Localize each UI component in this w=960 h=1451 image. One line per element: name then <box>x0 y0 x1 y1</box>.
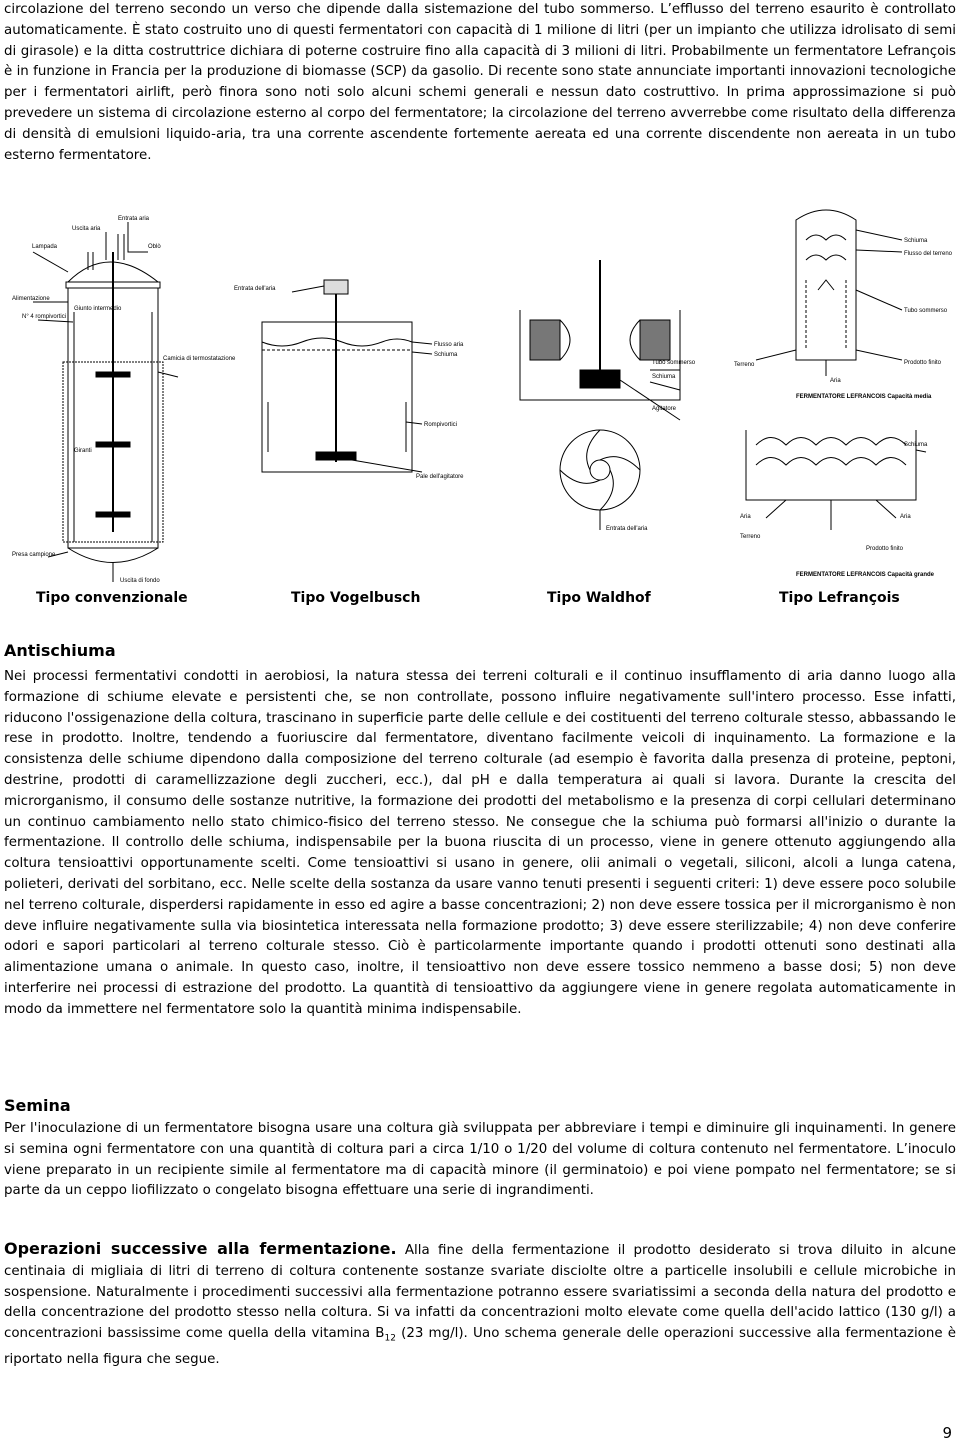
label-terreno-media: Terreno <box>734 362 755 368</box>
label-rompivortici: N° 4 rompivortici <box>22 314 67 320</box>
label-tubo-sommerso: Tubo sommerso <box>652 360 696 366</box>
label-terreno-grande: Terreno <box>740 534 761 540</box>
label-aria-media: Aria <box>830 378 841 384</box>
operazioni-text-1: Alla fine della fermentazione il prodotto desiderato si trova diluito in alcune centinaia di migliaia di litri di terreno di coltura contenente sostanze svariate disciolte oltre a particelle insolubili e cellule microbiche in sospensione. Naturalmente i procedimenti successivi alla fermentazione potranno essere svariatissimi a seconda della natura del prodotto e della concentrazione del prodotto stesso nella coltura. Si va infatti da concentrazioni molto elevate come quella dell'acido lattico (130 g/l) a concentrazioni bassissime come quella della vitamina B <box>4 1243 957 1342</box>
label-pale: Pale dell'agitatore <box>416 474 464 480</box>
title-grande: FERMENTATORE LEFRANCOIS Capacità grande <box>796 572 935 578</box>
figure-waldhof <box>500 260 710 550</box>
label-uscita-aria: Uscita aria <box>72 226 101 232</box>
caption-lefrancois: Tipo Lefrançois <box>779 590 900 606</box>
label-flusso-terreno: Flusso del terreno <box>904 251 953 257</box>
label-lampada: Lampada <box>32 244 58 250</box>
label-schiuma-grande: Schiuma <box>904 442 928 448</box>
figure-vogelbusch <box>232 272 462 492</box>
fermenter-figures <box>0 200 960 590</box>
semina-heading: Semina <box>4 1096 71 1115</box>
label-camicia: Camicia di termostatazione <box>163 356 236 362</box>
page-number: 9 <box>942 1424 952 1442</box>
intro-paragraph: circolazione del terreno secondo un verso che dipende dalla sistemazione del tubo sommerso. L’efflusso del terreno esaurito è controllato automaticamente. È stato costruito uno di questi fermentatori con capacità di 1 milione di litri (per un impianto che utilizza idrolisato di semi di girasole) e la ditta costruttrice dichiara di poterne costruire fino alla capacità di 3 milioni di litri. Probabilmente un fermentatore Lefrançois è in funzione in Francia per la produzione di biomasse (SCP) da gasolio. Di recente sono state annunciate importanti innovazioni tecnologiche per i fermentatori airlift, però finora sono noti solo alcuni schemi generali e nessun dato costruttivo. In prima approssimazione si può prevedere un sistema di circolazione esterno al corpo del fermentatore; la circolazione del terreno avverrebbe come risultato della differenza di densità di emulsioni liquido-aria, tra una corrente ascendente fortemente aereata ed una corrente discendente non aereata in un tubo esterno fermentatore. <box>4 2 956 163</box>
operazioni-heading: Operazioni successive alla fermentazione. <box>4 1239 397 1258</box>
caption-waldhof: Tipo Waldhof <box>547 590 651 606</box>
label-tubo-sommerso-media: Tubo sommerso <box>904 308 948 314</box>
label-rompivortici: Rompivortici <box>424 422 458 428</box>
operazioni-text-2: (23 mg/l). Uno schema generale delle operazioni successive alla fermentazione è riportato nella figura che segue. <box>4 1326 957 1367</box>
figure-conventional <box>8 212 236 592</box>
lefrancois-fermenter-drawing <box>726 200 956 585</box>
semina-paragraph: Per l'inoculazione di un fermentatore bisogna usare una coltura già sviluppata per abbreviare i tempi e diminuire gli inquinamenti. In genere si semina ogni fermentatore con una quantità di coltura pari a circa 1/10 o 1/20 del volume di coltura contenuto nel fermentatore. L’inoculo viene preparato in un recipiente simile al fermentatore ma di capacità minore (il germinatoio) e poi viene pompato nel fermentatore; se si parte da un ceppo liofilizzato o congelato bisogna effettuare una serie di ingrandimenti. <box>4 1121 956 1199</box>
label-schiuma: Schiuma <box>652 374 676 380</box>
label-entrata-aria: Entrata dell'aria <box>606 526 648 532</box>
caption-vogelbusch: Tipo Vogelbusch <box>291 590 421 606</box>
label-entrata-aria: Entrata dell'aria <box>234 286 276 292</box>
label-oblo: Oblò <box>148 244 161 250</box>
label-agitatore: Agitatore <box>652 406 677 412</box>
vogelbusch-fermenter-drawing <box>232 272 462 492</box>
label-presa: Presa campione <box>12 552 56 558</box>
label-alimentazione: Alimentazione <box>12 296 50 302</box>
label-uscita-fondo: Uscita di fondo <box>120 578 160 584</box>
caption-conventional: Tipo convenzionale <box>36 590 188 606</box>
label-giunto: Giunto intermedio <box>74 306 122 312</box>
label-prodotto-grande: Prodotto finito <box>866 546 904 552</box>
label-schiuma-media: Schiuma <box>904 238 928 244</box>
vitamin-subscript: 12 <box>384 1333 396 1344</box>
operazioni-paragraph <box>4 1239 956 1370</box>
label-entrata-aria: Entrata aria <box>118 216 150 222</box>
antischiuma-heading: Antischiuma <box>4 641 116 660</box>
label-aria-grande-left: Aria <box>740 514 751 520</box>
title-media: FERMENTATORE LEFRANCOIS Capacità media <box>796 394 932 400</box>
waldhof-fermenter-drawing <box>500 260 710 550</box>
antischiuma-paragraph: Nei processi fermentativi condotti in aerobiosi, la natura stessa dei terreni colturali e il continuo insufflamento di aria danno luogo alla formazione di schiume elevate e persistenti che, se non controllate, possono influire negativamente sull'intero processo. Esse infatti, riducono l'ossigenazione della coltura, trascinano in superficie parte delle cellule e dei costituenti del terreno colturale stesso, abbassando le rese in prodotto. Inoltre, tendendo a fuoriuscire dal fermentatore, diventano facilmente veicoli di inquinamento. La formazione e la consistenza delle schiume dipendono dalla composizione del terreno colturale (ad esempio è favorita dalla presenza di proteine, peptoni, destrine, prodotti di caramellizzazione degli zuccheri, ecc.), dal pH e dalla temperatura ai quali si lavora. Durante la crescita del microrganismo, il consumo delle sostanze nutritive, la formazione dei prodotti del metabolismo e la presenza di corpi cellulari determinano un continuo cambiamento nello stato chimico-fisico del terreno stesso. Ne consegue che la schiuma può formarsi all'inizio o durante la fermentazione. Il controllo delle schiuma, indispensabile per la buona riuscita di un processo, viene in genere ottenuto aggiungendo alla coltura tensioattivi opportunamente scelti. Come tensioattivi si usano in genere, olii animali o vegetali, siliconi, alcoli a lunga catena, polieteri, derivati del sorbitano, ecc. Nelle scelte della sostanza da usare vanno tenuti presenti i seguenti criteri: 1) deve essere poco solubile nel terreno colturale, disperdersi rapidamente in esso ed agire a basse concentrazioni; 2) non deve essere tossica per il microrganismo è non deve influire negativamente sulla via biosintetica interessata nella formazione prodotto; 3) deve essere sterilizzabile; 4) non deve conferire odori e sapori particolari al terreno colturale stesso. Ciò è particolarmente importante quando i prodotti ottenuti sono destinati alla alimentazione umana o animale. In questo caso, inoltre, il tensioattivo non deve essere tossico nemmeno a basse dosi; 5) non deve interferire nei processi di estrazione del prodotto. La quantità di tensioattivo da aggiungere viene in genere regolata automaticamente in modo da immettere nel fermentatore solo la quantità minima indispensabile. <box>4 669 956 1017</box>
figure-lefrancois <box>726 200 956 585</box>
label-schiuma: Schiuma <box>434 352 458 358</box>
label-aria-grande-right: Aria <box>900 514 911 520</box>
conventional-fermenter-drawing <box>8 212 236 592</box>
label-giranti: Giranti <box>74 448 92 454</box>
label-flusso-aria: Flusso aria <box>434 342 464 348</box>
label-prodotto-media: Prodotto finito <box>904 360 942 366</box>
